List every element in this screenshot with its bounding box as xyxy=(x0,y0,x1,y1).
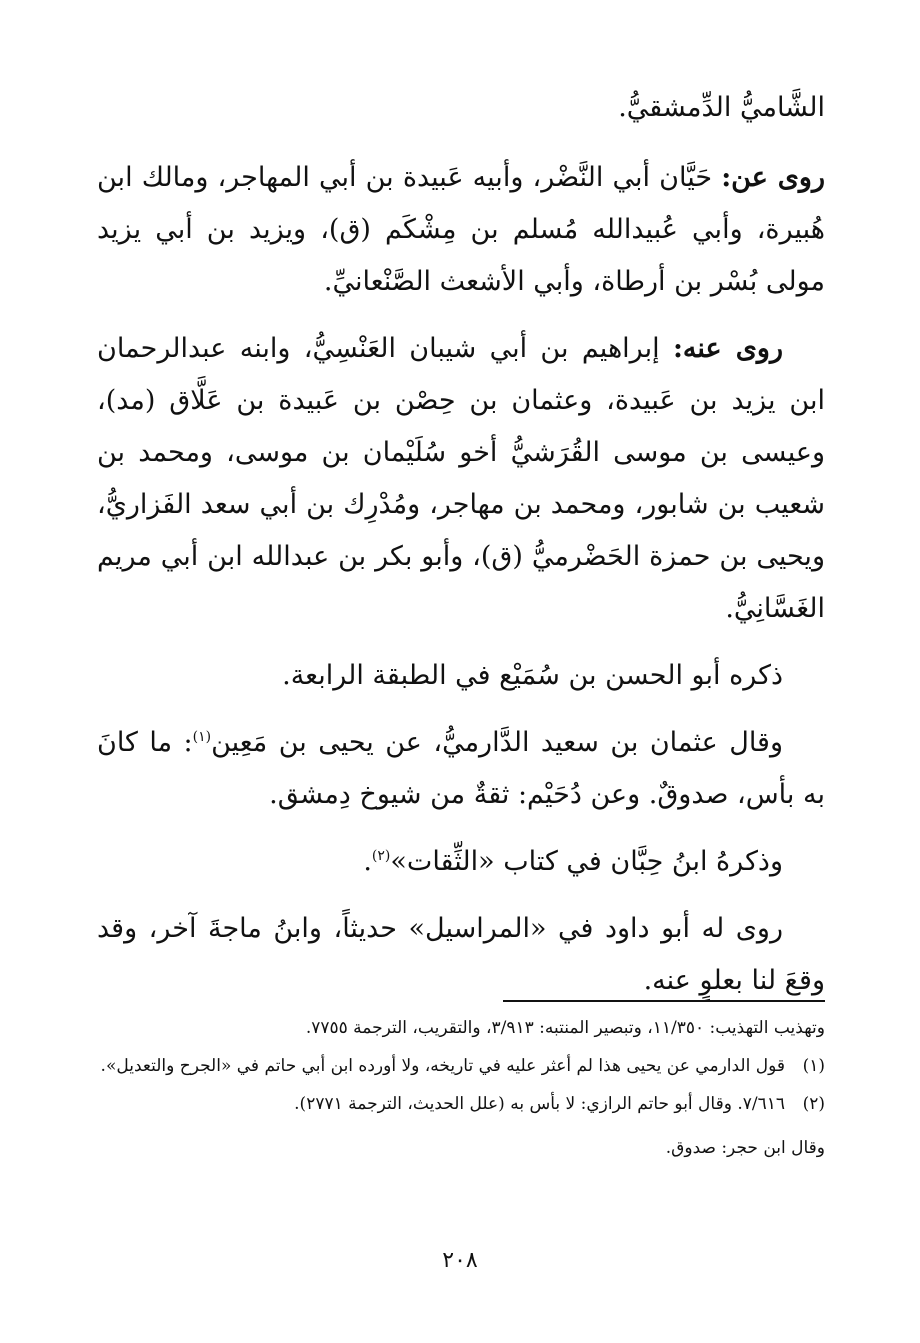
narrated-by-text: إبراهيم بن أبي شيبان العَنْسِيُّ، وابنه عبدالرحمان ابن يزيد بن عَبيدة، وعثمان بن حِصْن بن عَبيدة بن عَلَّاق (مد)، وعيسى بن موسى القُرَشيُّ أخو سُلَيْمان بن موسى، ومحمد بن شعيب بن شابور، ومحمد بن مهاجر، ومُدْرِك بن أبي سعد الفَزاريُّ، ويحيى بن حمزة الحَضْرميُّ (ق)، وأبو بكر بن عبدالله ابن أبي مريم الغَسَّانِيُّ. xyxy=(97,333,825,624)
footnote-2 xyxy=(97,1088,825,1120)
page-number: ٢٠٨ xyxy=(442,1248,478,1273)
darimi-text-a: وقال عثمان بن سعيد الدَّارميُّ، عن يحيى بن مَعِين xyxy=(211,727,784,758)
narrated-from-text: حَيَّان أبي النَّضْر، وأبيه عَبيدة بن أبي المهاجر، ومالك ابن هُبيرة، وأبي عُبيدالله مُسلم بن مِشْكَم (ق)، ويزيد بن أبي يزيد مولى بُسْر بن أرطاة، وأبي الأشعث الصَّنْعانيِّ. xyxy=(97,162,825,297)
footnote-ref-1[interactable]: (١) xyxy=(192,729,212,745)
footnote-ref-2[interactable]: (٢) xyxy=(371,848,391,864)
narrated-by-paragraph xyxy=(97,323,825,635)
footnote-2-text: ٧/٦١٦. وقال أبو حاتم الرازي: لا بأس به (علل الحديث، الترجمة ٢٧٧١). xyxy=(294,1094,785,1114)
footnote-separator xyxy=(503,1000,825,1002)
narrated-from-paragraph xyxy=(97,152,825,308)
main-text xyxy=(97,82,825,1022)
entry-name-continuation: الشَّاميُّ الدِّمشقيُّ. xyxy=(618,92,825,123)
ibn-hibban-text-a: وذكرهُ ابنُ حِبَّان في كتاب «الثِّقات» xyxy=(390,846,783,877)
darimi-paragraph xyxy=(97,717,825,821)
footnote-1-text: قول الدارمي عن يحيى هذا لم أعثر عليه في تاريخه، ولا أورده ابن أبي حاتم في «الجرح والتعديل». xyxy=(100,1056,785,1076)
footnotes xyxy=(97,1012,825,1170)
footnote-2-addendum: وقال ابن حجر: صدوق. xyxy=(665,1138,825,1158)
narrations-paragraph: روى له أبو داود في «المراسيل» حديثاً، وابنُ ماجةَ آخر، وقد وقعَ لنا بعلوٍ عنه. xyxy=(97,913,825,996)
footnote-1-number: (١) xyxy=(802,1056,825,1076)
narrated-by-lead: روى عنه: xyxy=(672,333,784,364)
footnote-1 xyxy=(97,1050,825,1082)
tabaqa-paragraph: ذكره أبو الحسن بن سُمَيْع في الطبقة الرابعة. xyxy=(282,660,783,691)
footnote-continuation: وتهذيب التهذيب: ١١/٣٥٠، وتبصير المنتبه: ٣/٩١٣، والتقريب، الترجمة ٧٧٥٥. xyxy=(305,1018,825,1038)
footnote-2-number: (٢) xyxy=(802,1094,825,1114)
narrated-from-lead: روى عن: xyxy=(721,162,825,193)
ibn-hibban-paragraph xyxy=(97,836,825,888)
ibn-hibban-text-b: . xyxy=(363,846,372,877)
darimi-text-b: : ما كانَ به بأس، صدوقٌ. وعن دُحَيْم: ثقةٌ من شيوخ دِمشق. xyxy=(97,727,825,810)
